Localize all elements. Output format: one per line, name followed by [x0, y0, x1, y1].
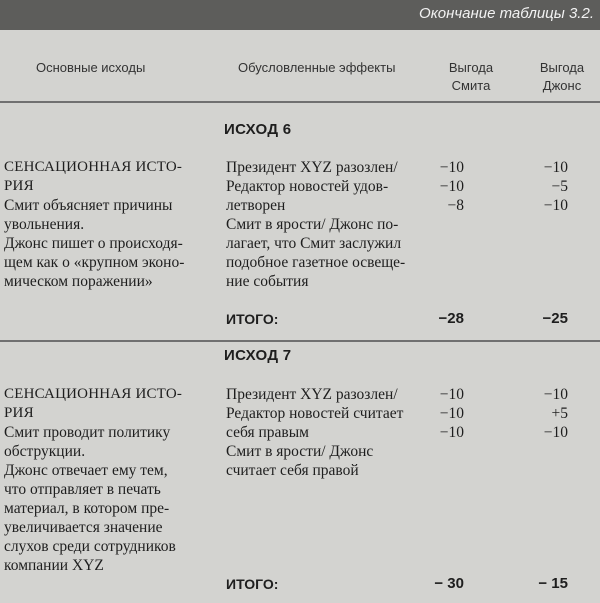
outcome-7-effect-line: себя правым — [226, 424, 309, 441]
jones-value: −10 — [543, 197, 568, 214]
jones-value: −10 — [543, 159, 568, 176]
outcome-6-desc-line: РИЯ — [4, 178, 34, 194]
header-outcomes: Основные исходы — [36, 60, 146, 75]
smith-value: −10 — [439, 178, 464, 195]
outcome-6-desc-line: щем как о «крупном эконо- — [4, 254, 185, 271]
outcome-7-total-label: ИТОГО: — [226, 576, 279, 592]
jones-value: +5 — [551, 405, 568, 422]
header-jones-line-1: Выгода — [539, 60, 585, 75]
outcome-6-title: ИСХОД 6 — [224, 121, 292, 138]
smith-value: −10 — [439, 386, 464, 403]
header-smith — [430, 59, 512, 95]
outcome-7-effect-line: Смит в ярости/ Джонс — [226, 443, 374, 460]
outcome-6-total-label: ИТОГО: — [226, 311, 279, 327]
jones-value: −5 — [551, 178, 568, 195]
outcome-6-effect-line: подобное газетное освеще- — [226, 254, 406, 271]
outcome-6-description — [4, 158, 200, 291]
outcome-6-total-jones: −25 — [542, 310, 568, 327]
header-smith-line-1: Выгода — [448, 60, 494, 75]
outcome-7-desc-line: СЕНСАЦИОННАЯ ИСТО- — [4, 386, 183, 402]
header-effects: Обусловленные эффекты — [238, 60, 396, 75]
outcome-7-desc-line: материал, в котором пре- — [4, 500, 170, 517]
outcome-7-desc-line: компании XYZ — [4, 557, 104, 574]
outcome-6-effect-line: Редактор новостей удов- — [226, 178, 389, 195]
outcome-7-desc-line: РИЯ — [4, 405, 34, 421]
header-jones — [524, 59, 600, 95]
outcome-7-total-jones: − 15 — [538, 575, 568, 592]
outcome-7-desc-line: обструкции. — [4, 443, 86, 460]
smith-value: −10 — [439, 424, 464, 441]
header-jones-line-2: Джонс — [542, 78, 582, 93]
outcome-7-title: ИСХОД 7 — [224, 347, 292, 364]
outcome-7-desc-line: что отправляет в печать — [4, 481, 161, 498]
outcome-6-desc-line: СЕНСАЦИОННАЯ ИСТО- — [4, 159, 183, 175]
outcome-6-desc-line: увольнения. — [4, 216, 85, 233]
outcome-6-effect-line: ние события — [226, 273, 309, 290]
outcome-6-desc-line: мическом поражении» — [4, 273, 153, 290]
outcome-7-description — [4, 385, 200, 575]
outcome-7-total-smith: − 30 — [434, 575, 464, 592]
table-caption: Окончание таблицы 3.2. — [419, 5, 594, 22]
jones-value: −10 — [543, 424, 568, 441]
outcome-7-effects — [226, 385, 426, 480]
outcome-6-desc-line: Смит объясняет причины — [4, 197, 173, 214]
table-caption-bar — [0, 0, 600, 30]
header-smith-line-2: Смита — [451, 78, 491, 93]
jones-value: −10 — [543, 386, 568, 403]
smith-value: −10 — [439, 159, 464, 176]
outcome-6-smith-values — [404, 158, 464, 215]
smith-value: −10 — [439, 405, 464, 422]
outcome-6-effect-line: Президент XYZ разозлен/ — [226, 159, 398, 176]
outcome-7-jones-values — [508, 385, 568, 442]
outcome-6-effect-line: лагает, что Смит заслужил — [226, 235, 402, 252]
outcome-7-desc-line: слухов среди сотрудников — [4, 538, 176, 555]
outcome-7-effect-line: Президент XYZ разозлен/ — [226, 386, 398, 403]
outcome-7-effect-line: Редактор новостей считает — [226, 405, 404, 422]
outcome-divider — [0, 340, 600, 342]
outcome-6-desc-line: Джонс пишет о происходя- — [4, 235, 183, 252]
outcome-7-desc-line: увеличивается значение — [4, 519, 163, 536]
outcome-6-effect-line: летворен — [226, 197, 286, 214]
outcome-7-desc-line: Смит проводит политику — [4, 424, 171, 441]
smith-value: −8 — [447, 197, 464, 214]
outcome-7-effect-line: считает себя правой — [226, 462, 359, 479]
outcome-7-smith-values — [404, 385, 464, 442]
outcome-6-effects — [226, 158, 426, 291]
outcome-6-effect-line: Смит в ярости/ Джонс по- — [226, 216, 399, 233]
outcome-6-jones-values — [508, 158, 568, 215]
header-divider — [0, 101, 600, 103]
outcome-6-total-smith: −28 — [438, 310, 464, 327]
outcome-7-desc-line: Джонс отвечает ему тем, — [4, 462, 168, 479]
